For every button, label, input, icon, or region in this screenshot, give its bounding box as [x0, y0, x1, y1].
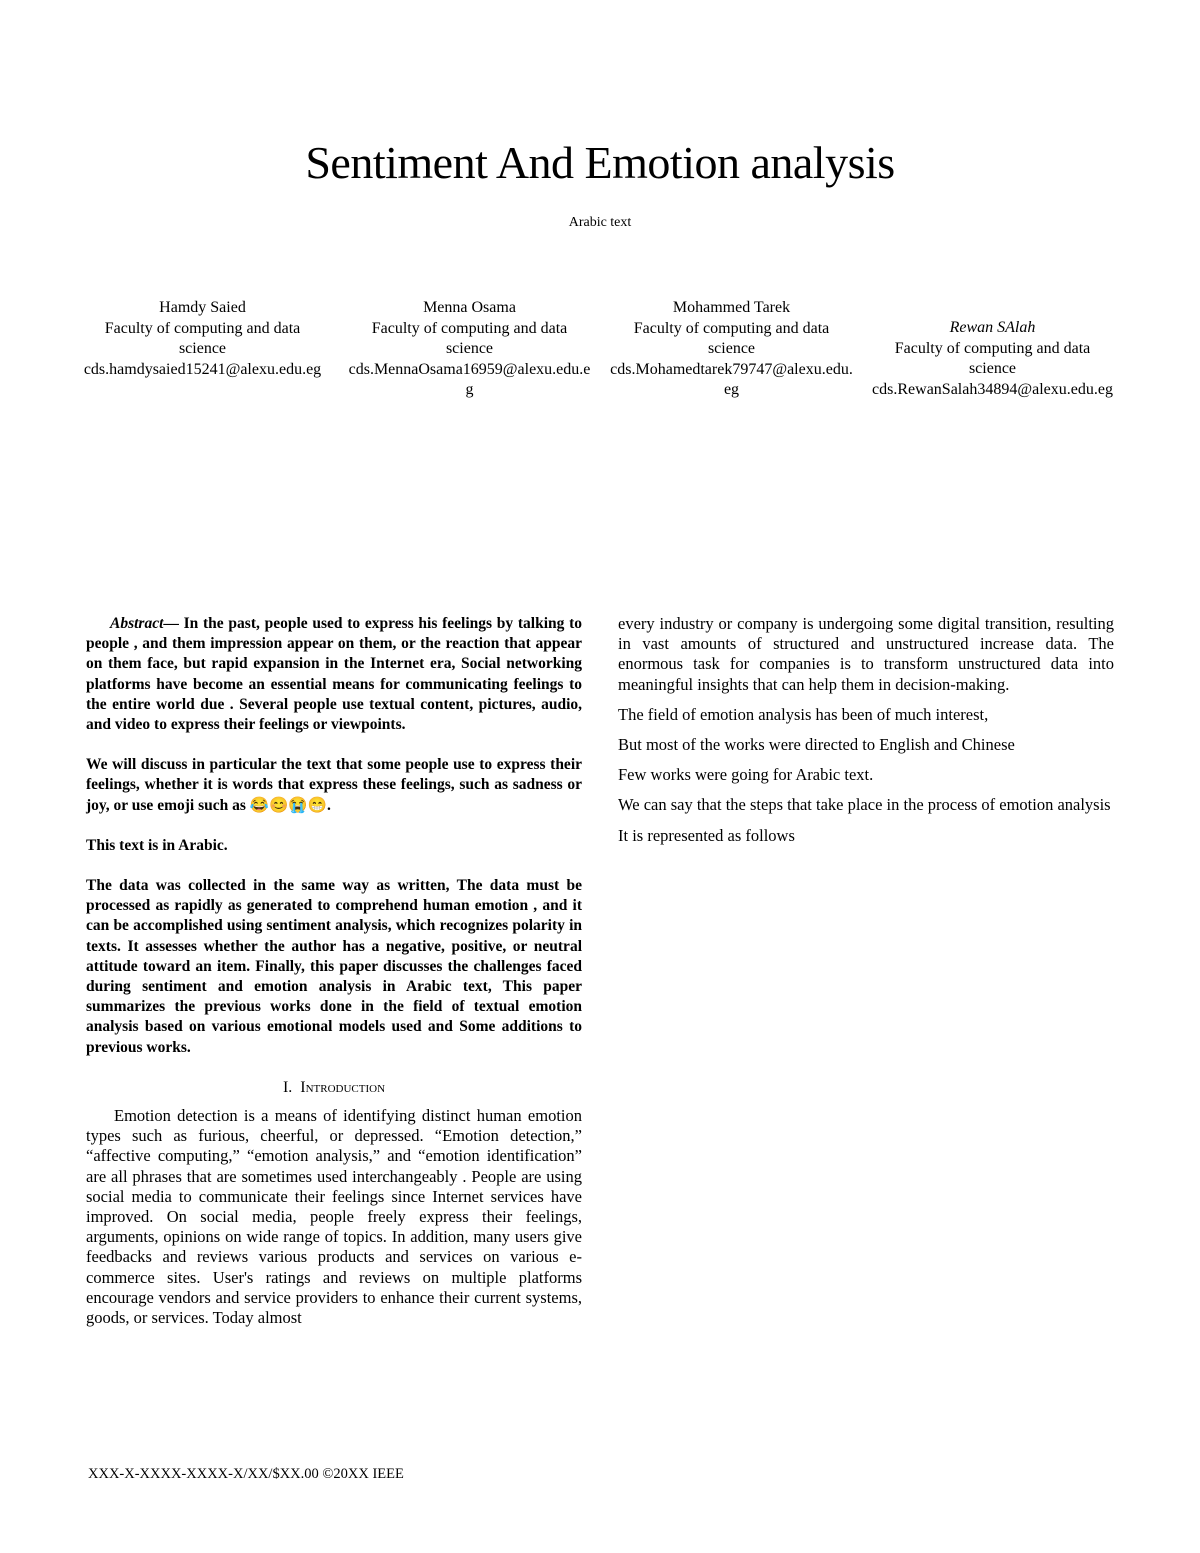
body-paragraph: Few works were going for Arabic text.	[618, 765, 874, 785]
abstract	[86, 614, 582, 1058]
author-affiliation: Faculty of computing and data science	[894, 339, 1091, 377]
intro-paragraph: Emotion detection is a means of identifying distinct human emotion types such as furious, cheerful, or depressed. “Emotion detection,” “affective computing,” “emotion analysis,” and “emotion identification” are all phrases that are sometimes used interchangeably . People are using social media to communicate their feelings since Internet services have improved. On social media, people freely express their feelings, arguments, opinions on wide range of topics. In addition, many users give feedbacks and reviews various products and services on various e-commerce sites. User's ratings and reviews on multiple platforms encourage vendors and service providers to enhance their current systems, goods, or services. Today almost	[86, 1106, 582, 1328]
abstract-label: Abstract	[110, 615, 164, 632]
author-name: Hamdy Saied	[159, 299, 246, 316]
body-paragraph: every industry or company is undergoing some digital transition, resulting in vast amounts of structured and unstructured increase data. The enormous task for companies is to transform unstructured data into meaningful insights that can help them in decision-making.	[618, 614, 1114, 694]
author-email: cds.hamdysaied15241@alexu.edu.eg	[83, 360, 322, 378]
abstract-dash: —	[163, 615, 184, 632]
abstract-paragraph: This text is in Arabic.	[86, 836, 228, 854]
section-heading-introduction	[86, 1078, 582, 1098]
paper-title: Sentiment And Emotion analysis	[305, 137, 895, 188]
author-block-2	[347, 298, 592, 401]
author-block-4	[870, 318, 1115, 400]
abstract-paragraph: The data was collected in the same way as written, The data must be processed as rapidly as generated to comprehend human emotion , and it can be accomplished using sentiment analysis, which recognizes polarity in texts. It assesses whether the author has a negative, positive, or neutral attitude toward an item. Finally, this paper discusses the challenges faced during sentiment and emotion analysis in Arabic text, This paper summarizes the previous works done in the field of textual emotion analysis based on various emotional models used and Some additions to previous works.	[86, 877, 582, 1056]
copyright-footer: XXX-X-XXXX-XXXX-X/XX/$XX.00 ©20XX IEEE	[88, 1466, 404, 1482]
body-paragraph: But most of the works were directed to English and Chinese	[618, 735, 1015, 755]
author-email: cds.Mohamedtarek79747@alexu.edu.eg	[610, 360, 853, 398]
author-affiliation: Faculty of computing and data science	[633, 319, 830, 357]
body-paragraph: It is represented as follows	[618, 825, 795, 845]
abstract-paragraph: We will discuss in particular the text that some people use to express their feelings, whether it is words that express these feelings, such as sadness or joy, or use emoji such as 😂😊😭😁.	[86, 756, 582, 814]
section-number: I.	[282, 1078, 293, 1096]
paper-subtitle: Arabic text	[568, 215, 632, 230]
author-affiliation: Faculty of computing and data science	[104, 319, 301, 357]
author-block-3	[609, 298, 854, 401]
author-email: cds.MennaOsama16959@alexu.edu.eg	[348, 360, 591, 398]
author-block-1	[80, 298, 325, 380]
left-column	[86, 614, 582, 1328]
abstract-paragraph	[86, 614, 582, 735]
author-affiliation: Faculty of computing and data science	[371, 319, 568, 357]
abstract-text: In the past, people used to express his feelings by talking to people , and them impression appear on them, or the reaction that appear on them face, but rapid expansion in the Internet era, Social networking platforms have become an essential means for communicating feelings to the entire world due . Several people use textual content, pictures, audio, and video to express their feelings or viewpoints.	[86, 615, 583, 734]
right-column	[618, 614, 1114, 856]
section-title: Introduction	[300, 1078, 386, 1096]
author-name: Rewan SAlah	[949, 319, 1036, 336]
body-paragraph: The field of emotion analysis has been of much interest,	[618, 704, 989, 724]
author-name: Menna Osama	[423, 299, 516, 316]
body-paragraph: We can say that the steps that take place in the process of emotion analysis	[618, 795, 1111, 815]
author-email: cds.RewanSalah34894@alexu.edu.eg	[872, 380, 1113, 398]
author-name: Mohammed Tarek	[672, 299, 791, 316]
